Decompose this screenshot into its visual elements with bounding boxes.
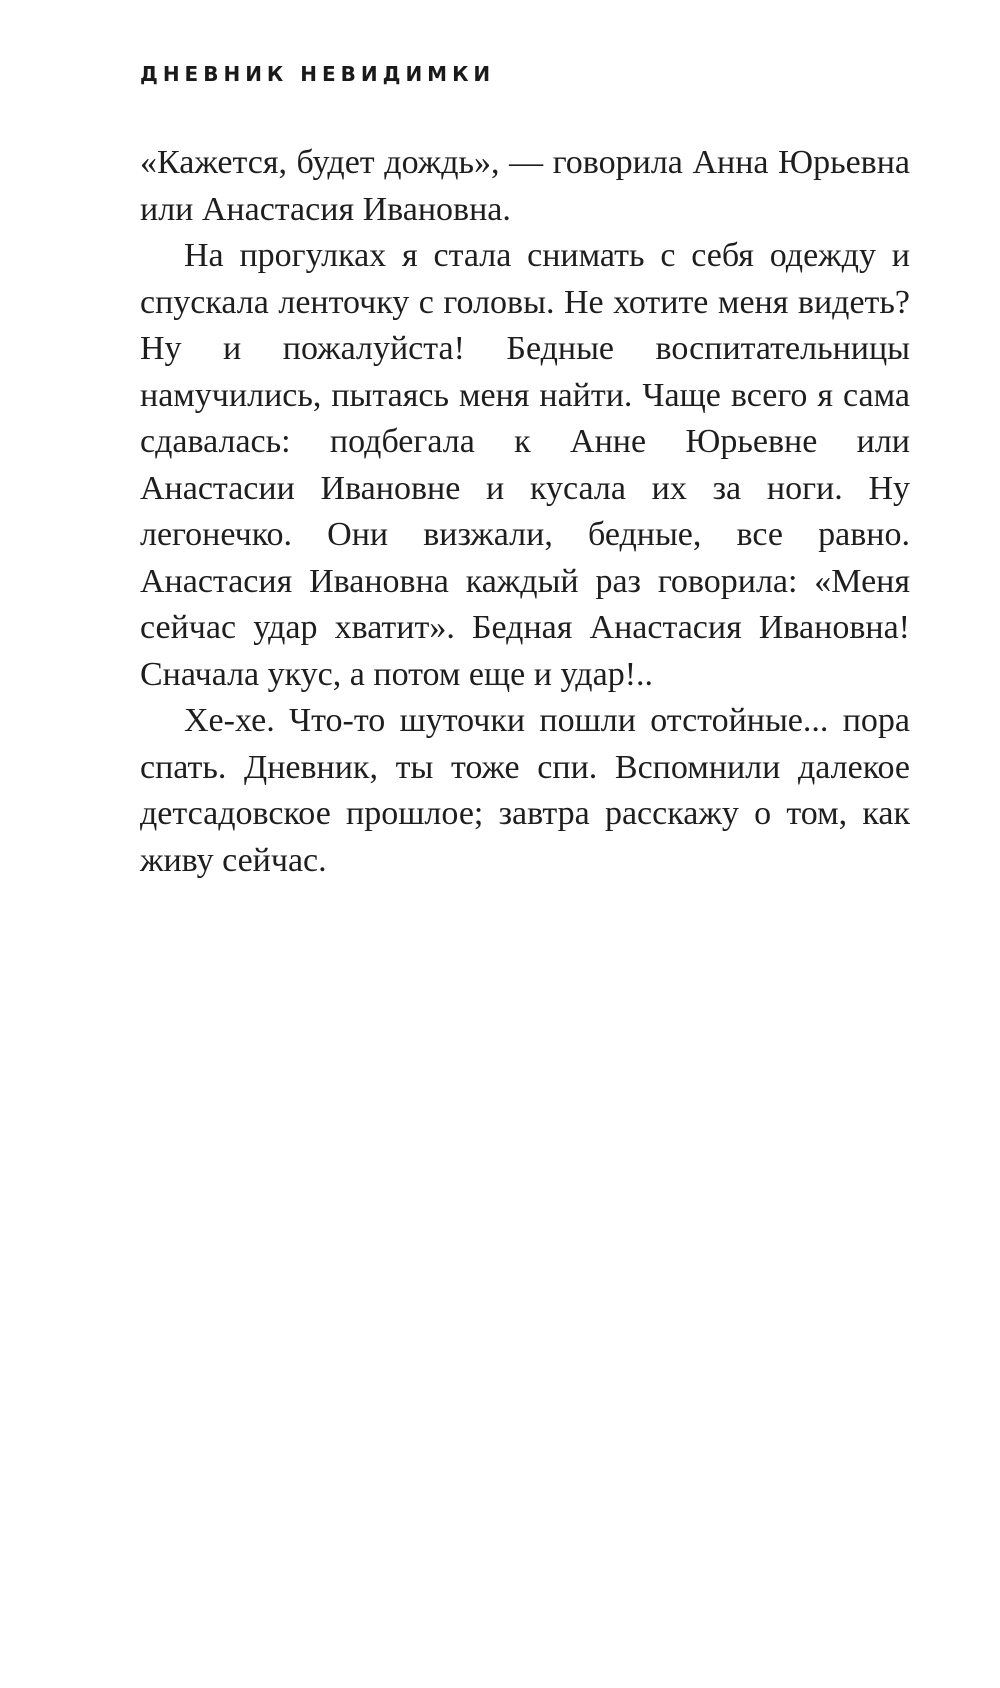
paragraph-2: На прогулках я стала снимать с себя одежду и спускала ленточку с головы. Не хотите меня видеть? Ну и пожалуйста! Бедные воспитательницы намучились, пытаясь меня найти. Чаще всего я сама сдавалась: подбегала к Анне Юрьевне или Анастасии Ивановне и кусала их за ноги. Ну легонечко. Они визжали, бедные, все равно. Анастасия Ивановна каждый раз говорила: «Меня сейчас удар хватит». Бедная Анастасия Ивановна! Сначала укус, а потом еще и удар!..	[140, 237, 910, 693]
running-head: ДНЕВНИК НЕВИДИМКИ	[140, 62, 496, 86]
paragraph-1: «Кажется, будет дождь», — говорила Анна Юрьевна или Анастасия Ивановна.	[140, 144, 910, 228]
paragraph-3: Хе-хе. Что-то шуточки пошли отстойные... пора спать. Дневник, ты тоже спи. Вспомнили далекое детсадовское прошлое; завтра расскажу о том, как живу сейчас.	[140, 702, 910, 879]
body-text	[140, 140, 910, 884]
